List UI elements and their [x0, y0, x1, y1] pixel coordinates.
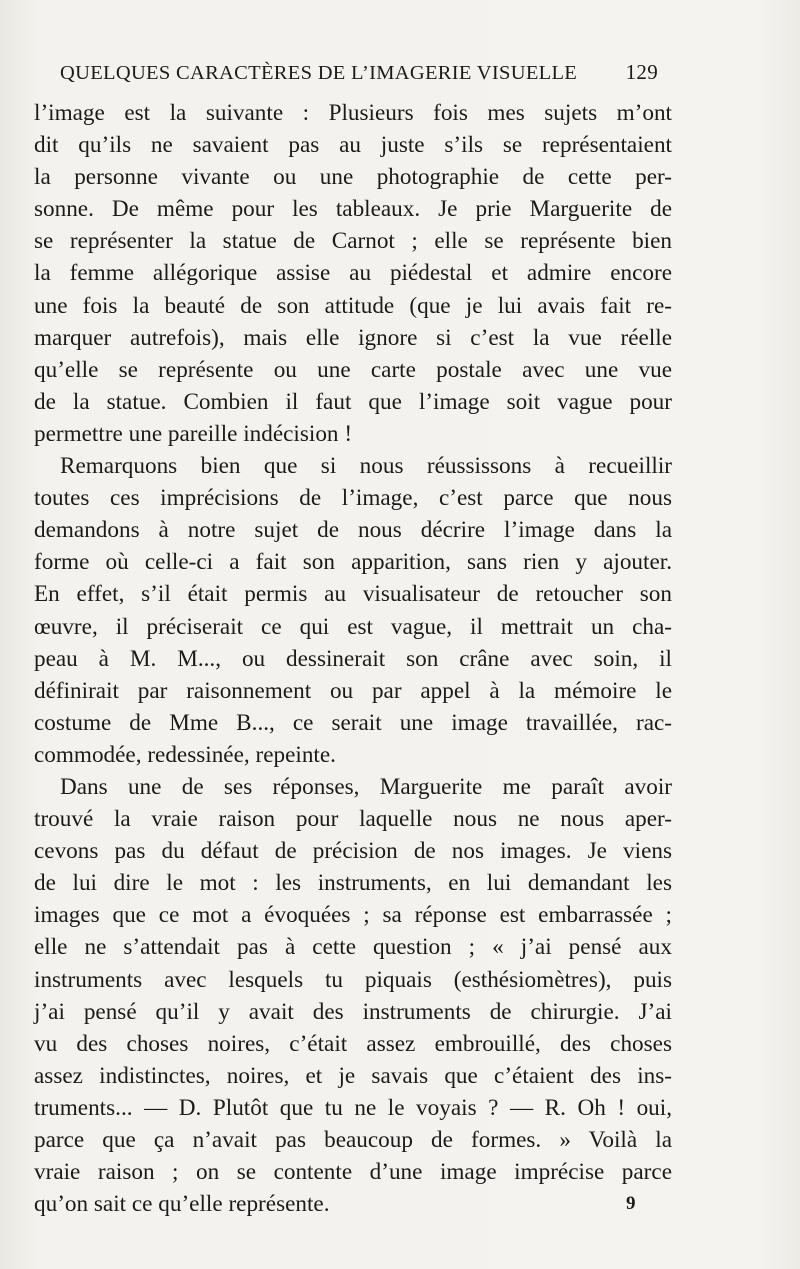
text-line: trouvé la vraie raison pour laquelle nous ne nous aper-	[34, 806, 672, 833]
text-line: En effet, s’il était permis au visualisateur de retoucher son	[34, 581, 672, 608]
text-line: peau à M. M..., ou dessinerait son crâne avec soin, il	[34, 645, 672, 672]
text-line: demandons à notre sujet de nous décrire l’image dans la	[34, 517, 672, 544]
text-line: elle ne s’attendait pas à cette question ; « j’ai pensé aux	[34, 934, 672, 961]
running-title: QUELQUES CARACTÈRES DE L’IMAGERIE VISUELLE	[60, 62, 578, 84]
text-line: parce que ça n’avait pas beaucoup de formes. » Voilà la	[34, 1127, 672, 1153]
text-line: de lui dire le mot : les instruments, en lui demandant les	[34, 870, 672, 897]
text-line: images que ce mot a évoquées ; sa réponse est embarrassée ;	[34, 902, 672, 929]
text-line: la personne vivante ou une photographie de cette per-	[34, 164, 672, 191]
text-line: se représenter la statue de Carnot ; elle se représente bien	[34, 228, 672, 255]
text-line: toutes ces imprécisions de l’image, c’est parce que nous	[34, 485, 672, 512]
text-line: sonne. De même pour les tableaux. Je prie Marguerite de	[34, 196, 672, 223]
text-line: costume de Mme B..., ce serait une image travaillée, rac-	[34, 709, 672, 736]
body-text	[34, 97, 672, 1220]
text-line: vu des choses noires, c’était assez embrouillé, des choses	[34, 1030, 672, 1057]
text-line: assez indistinctes, noires, et je savais que c’étaient des ins-	[34, 1062, 672, 1089]
text-line: l’image est la suivante : Plusieurs fois mes sujets m’ont	[34, 100, 672, 126]
text-line: œuvre, il préciserait ce qui est vague, il mettrait un cha-	[34, 613, 672, 640]
text-line: Remarquons bien que si nous réussissons à recueillir	[60, 453, 672, 480]
text-line: forme où celle-ci a fait son apparition, sans rien y ajouter.	[34, 549, 672, 576]
text-line: truments... — D. Plutôt que tu ne le voyais ? — R. Oh ! oui,	[34, 1094, 672, 1121]
text-line: commodée, redessinée, repeinte.	[34, 741, 336, 768]
text-line: permettre une pareille indécision !	[34, 420, 353, 447]
text-line: une fois la beauté de son attitude (que je lui avais fait re-	[34, 292, 672, 319]
text-line: qu’elle se représente ou une carte postale avec une vue	[34, 356, 672, 383]
text-line: Dans une de ses réponses, Marguerite me paraît avoir	[60, 773, 672, 800]
text-line: la femme allégorique assise au piédestal et admire encore	[34, 260, 672, 287]
page-number: 129	[625, 60, 658, 84]
text-line: définirait par raisonnement ou par appel à la mémoire le	[34, 677, 672, 704]
text-line: cevons pas du défaut de précision de nos images. Je viens	[34, 838, 672, 865]
text-line: de la statue. Combien il faut que l’image soit vague pour	[34, 388, 672, 415]
text-line: dit qu’ils ne savaient pas au juste s’ils se représentaient	[34, 132, 672, 159]
text-line: vraie raison ; on se contente d’une image imprécise parce	[34, 1159, 672, 1186]
running-header	[60, 60, 658, 85]
text-line: marquer autrefois), mais elle ignore si c’est la vue réelle	[34, 324, 672, 351]
text-line: instruments avec lesquels tu piquais (esthésiomètres), puis	[34, 966, 672, 993]
text-line: j’ai pensé qu’il y avait des instruments de chirurgie. J’ai	[34, 998, 672, 1025]
signature-mark: 9	[626, 1193, 636, 1214]
text-line: qu’on sait ce qu’elle représente.	[34, 1191, 330, 1218]
